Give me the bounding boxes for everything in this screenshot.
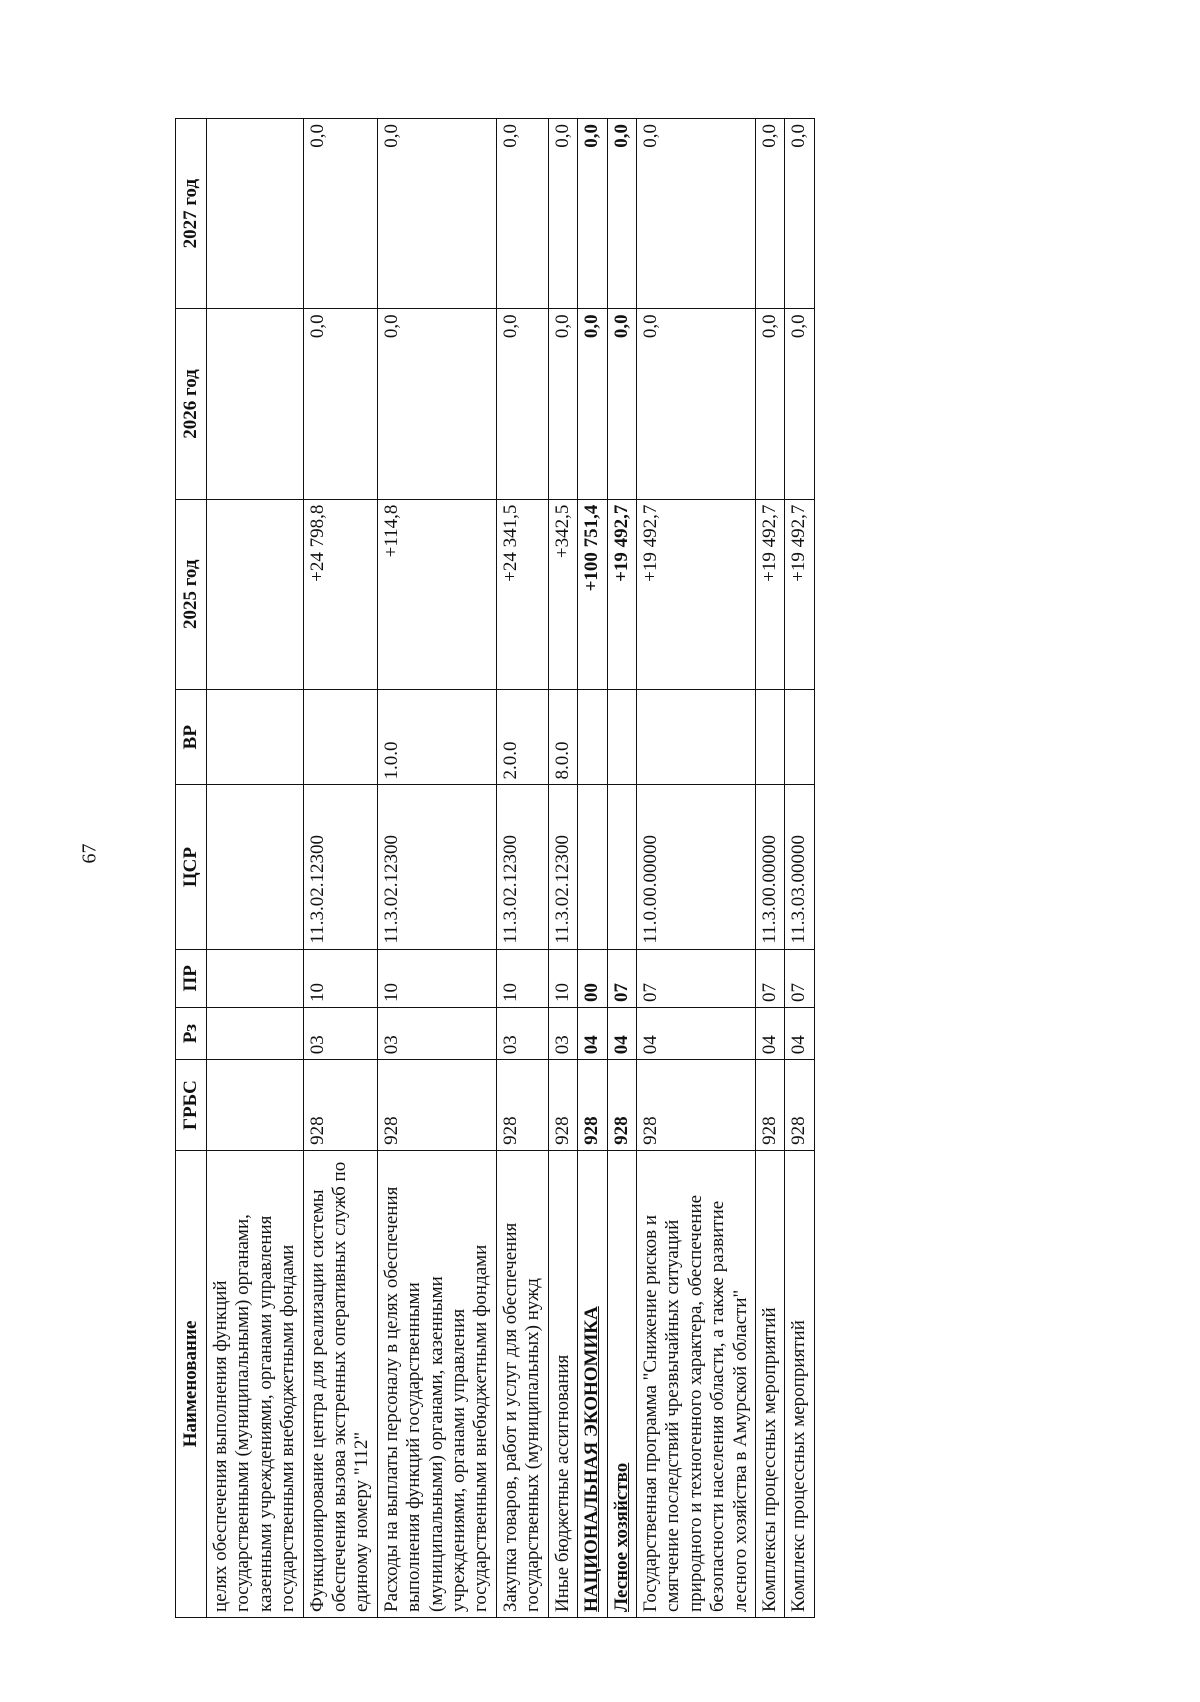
cell-pr: 10 <box>377 949 496 1007</box>
cell-csr <box>607 785 636 949</box>
cell-rz: 04 <box>636 1007 755 1059</box>
cell-rz: 04 <box>607 1007 636 1059</box>
cell-value-2027: 0,0 <box>636 119 755 309</box>
cell-value-2025: +114,8 <box>377 499 496 689</box>
cell-grbs: 928 <box>607 1060 636 1151</box>
cell-value-2025: +19 492,7 <box>636 499 755 689</box>
cell-value-2025: +19 492,7 <box>755 499 784 689</box>
cell-value-2025: +19 492,7 <box>607 499 636 689</box>
table-row <box>496 119 548 1618</box>
cell-grbs: 928 <box>578 1060 607 1151</box>
cell-pr: 07 <box>755 949 784 1007</box>
cell-name: целях обеспечения выполнения функций государственными (муниципальными) органами, казенными учреждениями, органами управления государственными внебюджетными фондами <box>207 1150 304 1617</box>
header-2027: 2027 год <box>176 119 207 309</box>
cell-grbs: 928 <box>303 1060 377 1151</box>
cell-value-2025 <box>207 499 304 689</box>
budget-table-container <box>175 118 1035 1618</box>
cell-pr: 10 <box>548 949 577 1007</box>
cell-rz: 04 <box>578 1007 607 1059</box>
cell-rz: 03 <box>303 1007 377 1059</box>
cell-csr: 11.0.00.00000 <box>636 785 755 949</box>
header-name: Наименование <box>176 1150 207 1617</box>
cell-name: Иные бюджетные ассигнования <box>548 1150 577 1617</box>
cell-name: НАЦИОНАЛЬНАЯ ЭКОНОМИКА <box>578 1150 607 1617</box>
cell-value-2026: 0,0 <box>548 309 577 499</box>
header-pr: ПР <box>176 949 207 1007</box>
table-row <box>578 119 607 1618</box>
cell-grbs: 928 <box>548 1060 577 1151</box>
cell-vr <box>636 689 755 785</box>
cell-vr <box>207 689 304 785</box>
cell-vr <box>578 689 607 785</box>
cell-rz <box>207 1007 304 1059</box>
cell-name: Комплексы процессных мероприятий <box>755 1150 784 1617</box>
cell-csr: 11.3.02.12300 <box>377 785 496 949</box>
cell-vr <box>303 689 377 785</box>
cell-grbs: 928 <box>496 1060 548 1151</box>
cell-value-2027: 0,0 <box>496 119 548 309</box>
cell-rz: 03 <box>377 1007 496 1059</box>
header-rz: Рз <box>176 1007 207 1059</box>
page-number: 67 <box>78 843 101 864</box>
cell-value-2027: 0,0 <box>785 119 814 309</box>
cell-pr: 10 <box>303 949 377 1007</box>
cell-vr <box>785 689 814 785</box>
cell-rz: 03 <box>548 1007 577 1059</box>
cell-value-2025: +24 341,5 <box>496 499 548 689</box>
cell-grbs: 928 <box>785 1060 814 1151</box>
cell-grbs: 928 <box>755 1060 784 1151</box>
cell-pr: 07 <box>636 949 755 1007</box>
cell-vr: 8.0.0 <box>548 689 577 785</box>
cell-name: Лесное хозяйство <box>607 1150 636 1617</box>
cell-csr: 11.3.00.00000 <box>755 785 784 949</box>
cell-value-2027: 0,0 <box>755 119 784 309</box>
table-header-row <box>176 119 207 1618</box>
cell-value-2025: +19 492,7 <box>785 499 814 689</box>
cell-value-2026: 0,0 <box>303 309 377 499</box>
cell-vr: 1.0.0 <box>377 689 496 785</box>
cell-value-2026: 0,0 <box>636 309 755 499</box>
header-grbs: ГРБС <box>176 1060 207 1151</box>
table-row <box>377 119 496 1618</box>
cell-rz: 04 <box>755 1007 784 1059</box>
cell-name: Закупка товаров, работ и услуг для обеспечения государственных (муниципальных) нужд <box>496 1150 548 1617</box>
cell-value-2027: 0,0 <box>607 119 636 309</box>
cell-value-2027 <box>207 119 304 309</box>
cell-vr: 2.0.0 <box>496 689 548 785</box>
table-row <box>548 119 577 1618</box>
cell-value-2027: 0,0 <box>578 119 607 309</box>
table-row <box>755 119 784 1618</box>
cell-rz: 03 <box>496 1007 548 1059</box>
cell-grbs: 928 <box>636 1060 755 1151</box>
cell-pr: 10 <box>496 949 548 1007</box>
cell-pr <box>207 949 304 1007</box>
cell-csr: 11.3.03.00000 <box>785 785 814 949</box>
cell-name: Комплекс процессных мероприятий <box>785 1150 814 1617</box>
table-row <box>785 119 814 1618</box>
cell-pr: 07 <box>607 949 636 1007</box>
budget-table <box>175 118 815 1618</box>
cell-pr: 07 <box>785 949 814 1007</box>
cell-csr: 11.3.02.12300 <box>548 785 577 949</box>
cell-value-2026: 0,0 <box>496 309 548 499</box>
cell-vr <box>607 689 636 785</box>
cell-csr <box>578 785 607 949</box>
table-row <box>207 119 304 1618</box>
table-row <box>636 119 755 1618</box>
cell-value-2026: 0,0 <box>578 309 607 499</box>
cell-name: Расходы на выплаты персоналу в целях обеспечения выполнения функций государственными (муниципальными) органами, казенными учреждениями, органами управления государственными внебюджетными фондами <box>377 1150 496 1617</box>
cell-name: Государственная программа "Снижение рисков и смягчение последствий чрезвычайных ситуаций природного и техногенного характера, обеспечение безопасности населения области, а также развитие лесного хозяйства в Амурской области" <box>636 1150 755 1617</box>
cell-grbs <box>207 1060 304 1151</box>
cell-csr: 11.3.02.12300 <box>496 785 548 949</box>
cell-value-2026: 0,0 <box>377 309 496 499</box>
cell-value-2026 <box>207 309 304 499</box>
cell-grbs: 928 <box>377 1060 496 1151</box>
cell-name: Функционирование центра для реализации системы обеспечения вызова экстренных оперативных служб по единому номеру "112" <box>303 1150 377 1617</box>
cell-value-2027: 0,0 <box>377 119 496 309</box>
cell-value-2027: 0,0 <box>303 119 377 309</box>
header-2025: 2025 год <box>176 499 207 689</box>
cell-value-2026: 0,0 <box>785 309 814 499</box>
cell-value-2026: 0,0 <box>755 309 784 499</box>
cell-value-2027: 0,0 <box>548 119 577 309</box>
cell-vr <box>755 689 784 785</box>
header-2026: 2026 год <box>176 309 207 499</box>
cell-value-2025: +24 798,8 <box>303 499 377 689</box>
cell-value-2026: 0,0 <box>607 309 636 499</box>
cell-value-2025: +342,5 <box>548 499 577 689</box>
table-row <box>303 119 377 1618</box>
cell-pr: 00 <box>578 949 607 1007</box>
cell-csr: 11.3.02.12300 <box>303 785 377 949</box>
header-csr: ЦСР <box>176 785 207 949</box>
cell-rz: 04 <box>785 1007 814 1059</box>
cell-value-2025: +100 751,4 <box>578 499 607 689</box>
cell-csr <box>207 785 304 949</box>
table-row <box>607 119 636 1618</box>
header-vr: ВР <box>176 689 207 785</box>
